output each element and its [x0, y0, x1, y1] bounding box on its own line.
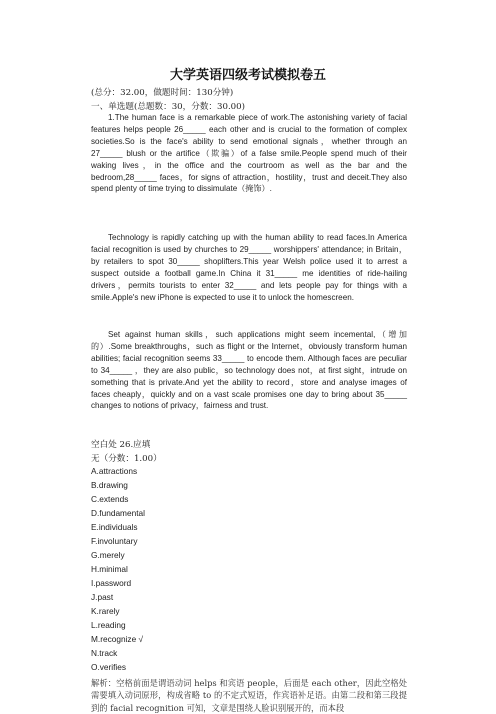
- option-o: O.verifies: [91, 662, 127, 672]
- option-h: H.minimal: [91, 564, 128, 574]
- option-f: F.involuntary: [91, 536, 138, 546]
- passage-paragraph-3: Set against human skills，such applications might seem incemental,（增加的）.Some breakthroughs，such as flight or the Internet，obviously transform human abilities; facial recognition seems 33_____ to encode them. Although faces are peculiar to 34_____ ，they are also public，so technology does not，at first sight，intrude on something that is private.And yet the ability to record，store and analyse images of faces cheaply，quickly and on a vast scale promises one day to bring about 35_____ changes to notions of privacy，fairness and trust.: [91, 330, 407, 411]
- option-n: N.track: [91, 648, 118, 658]
- option-c: C.extends: [91, 494, 129, 504]
- option-k: K.rarely: [91, 606, 120, 616]
- option-e: E.individuals: [91, 522, 138, 532]
- option-d: D.fundamental: [91, 508, 145, 518]
- option-j: J.past: [91, 592, 114, 602]
- passage-paragraph-2: Technology is rapidly catching up with the human ability to read faces.In America facial recognition is used by churches to 29_____ worshippers' attendance; in Britain，by retailers to spot 30_____ shoplifters.This year Welsh police used it to arrest a suspect outside a football game.In China it 31_____ me identities of ride-hailing drivers，permits tourists to enter 32_____ and lets people pay for things with a smile.Apple's new iPhone is expected to use it to unlock the homescreen.: [91, 233, 407, 302]
- blank-label: 空白处 26.应填: [91, 440, 151, 450]
- option-a: A.attractions: [91, 466, 138, 476]
- option-m-correct: M.recognize √: [91, 634, 144, 644]
- passage-paragraph-1: 1.The human face is a remarkable piece of work.The astonishing variety of facial features helps people 26_____ each other and is crucial to the formation of complex societies.So is the face's ability to send emotional signals，whether through an 27_____ blush or the artifice（欺骗）of a false smile.People spend much of their waking lives，in the office and the courtroom as well as the bar and the bedroom,28_____ faces，for signs of attraction，hostility，trust and deceit.They also spend plenty of time trying to dissimulate（掩饰）.: [91, 113, 407, 194]
- section-heading: 一、单选题(总题数：30，分数：30.00): [91, 102, 245, 112]
- option-b: B.drawing: [91, 480, 128, 490]
- exam-summary: (总分：32.00，做题时间：130分钟): [91, 88, 234, 98]
- option-g: G.merely: [91, 550, 125, 560]
- option-i: I.password: [91, 578, 132, 588]
- document-title: 大学英语四级考试模拟卷五: [169, 68, 326, 83]
- score-label: 无（分数：1.00）: [91, 454, 162, 464]
- option-l: L.reading: [91, 620, 126, 630]
- answer-analysis: 解析：空格前面是谓语动词 helps 和宾语 people，后面是 each other，因此空格处需要填入动词原形，构成省略 to 的不定式短语，作宾语补足语。由第二段和第三段提到的 facial recognition 可知，文章是围绕人脸识别展开的，而本段: [91, 678, 407, 713]
